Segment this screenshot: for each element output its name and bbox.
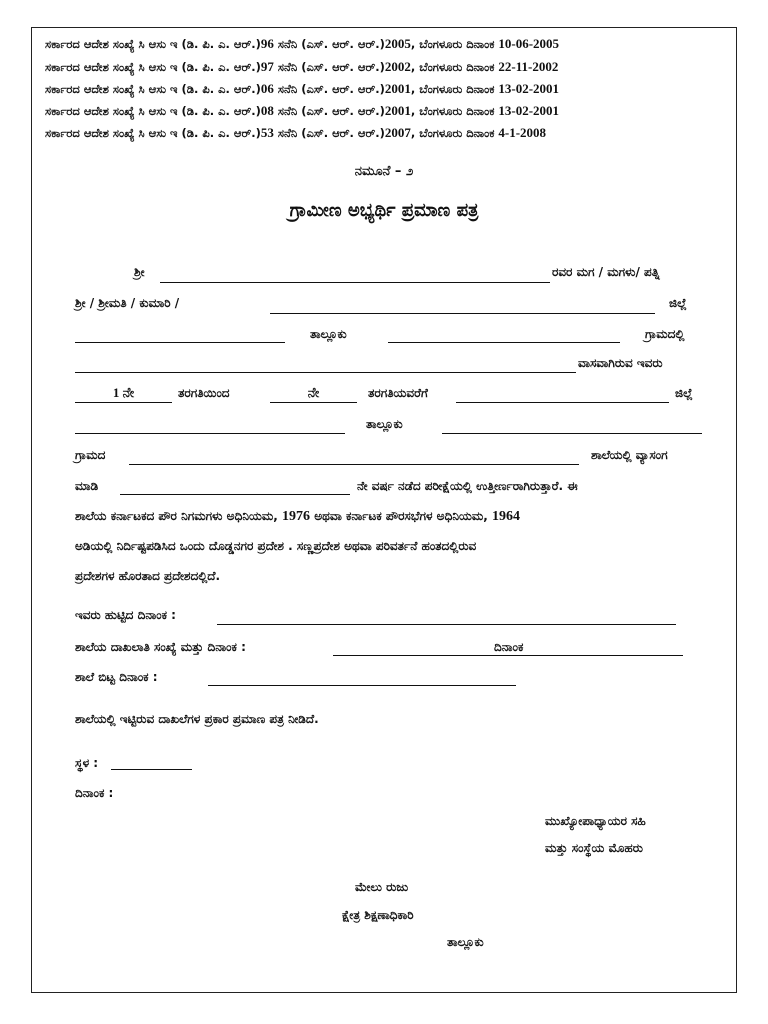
institution-seal: ಮತ್ತು ಸಂಸ್ಥೆಯ ಮೊಹರು xyxy=(545,841,643,855)
residing-label: ವಾಸವಾಗಿರುವ ಇವರು xyxy=(578,356,663,370)
shri-label: ಶ್ರೀ xyxy=(134,265,145,279)
taluk-label: ತಾಲ್ಲೂಕು xyxy=(310,327,347,341)
honorifics-label: ಶ್ರೀ / ಶ್ರೀಮತಿ / ಕುಮಾರಿ / xyxy=(75,296,180,310)
order-date: 13-02-2001 xyxy=(498,103,560,118)
order-place: , ಬೆಂಗಳೂರು ದಿನಾಂಕ xyxy=(410,126,499,140)
leaving-label: ಶಾಲೆ ಬಿಟ್ಟ ದಿನಾಂಕ : xyxy=(75,670,158,684)
order-mid: ಸನೆನಿ (ಎಸ್. ಆರ್. ಆರ್.) xyxy=(273,82,385,96)
dob-label: ಇವರು ಹುಟ್ಟಿದ ದಿನಾಂಕ : xyxy=(75,608,176,622)
leaving-date-field[interactable] xyxy=(208,685,516,686)
order-text: ಸರ್ಕಾರದ ಆದೇಶ ಸಂಖ್ಯೆ ಸಿ ಆಸು ಇ (ಡಿ. ಪಿ. ಎ. ಆರ್.) xyxy=(45,60,261,74)
order-text: ಸರ್ಕಾರದ ಆದೇಶ ಸಂಖ್ಯೆ ಸಿ ಆಸು ಇ (ಡಿ. ಪಿ. ಎ. ಆರ್.) xyxy=(45,104,261,118)
order-number: 96 xyxy=(260,36,274,51)
exam-passed-label: ನೇ ವರ್ಷ ನಡೆದ ಪರೀಕ್ಷೆಯಲ್ಲಿ ಉತ್ತೀರ್ಣರಾಗಿರುತ್ತಾರೆ. ಈ xyxy=(357,479,578,493)
admission-date-label: ದಿನಾಂಕ xyxy=(494,640,524,654)
to-class-field[interactable] xyxy=(270,402,357,403)
school-district-field[interactable] xyxy=(456,402,669,403)
page-title: ಗ್ರಾಮೀಣ ಅಭ್ಯರ್ಥಿ ಪ್ರಮಾಣ ಪತ್ರ xyxy=(289,200,479,221)
para-line-1 xyxy=(75,509,520,525)
order-date: 13-02-2001 xyxy=(498,81,560,96)
village-field[interactable] xyxy=(75,372,576,373)
exam-year-field[interactable] xyxy=(120,494,350,495)
order-mid: ಸನೆನಿ (ಎಸ್. ಆರ್. ಆರ್.) xyxy=(273,37,385,51)
village-in-label: ಗ್ರಾಮದಲ್ಲಿ xyxy=(645,327,685,341)
para-line-3: ಪ್ರದೇಶಗಳ ಹೊರತಾದ ಪ್ರದೇಶದಲ್ಲಿದೆ. xyxy=(75,569,221,583)
district-field[interactable] xyxy=(75,342,285,343)
parent-name-field[interactable] xyxy=(270,313,655,314)
dob-field[interactable] xyxy=(217,624,676,625)
taluk-field[interactable] xyxy=(388,342,620,343)
order-text: ಸರ್ಕಾರದ ಆದೇಶ ಸಂಖ್ಯೆ ಸಿ ಆಸು ಇ (ಡಿ. ಪಿ. ಎ. ಆರ್.) xyxy=(45,82,261,96)
order-line xyxy=(45,103,559,119)
order-date: 10-06-2005 xyxy=(498,36,560,51)
to-class-label: ತರಗತಿಯವರೆಗೆ xyxy=(368,386,428,400)
para-text: ಶಾಲೆಯ ಕರ್ನಾಟಕದ ಪೌರ ನಿಗಮಗಳು ಅಧಿನಿಯಮ, xyxy=(75,509,278,523)
admission-label: ಶಾಲೆಯ ದಾಖಲಾತಿ ಸಂಖ್ಯೆ ಮತ್ತು ದಿನಾಂಕ : xyxy=(75,640,246,654)
headmaster-signature: ಮುಖ್ಯೋಪಾಧ್ಯಾಯರ ಸಹಿ xyxy=(545,814,646,828)
place-label: ಸ್ಥಳ : xyxy=(75,756,99,770)
district-label: ಜಿಲ್ಲೆ xyxy=(669,296,687,310)
order-line xyxy=(45,125,546,141)
order-line xyxy=(45,36,559,52)
order-place: , ಬೆಂಗಳೂರು ದಿನಾಂಕ xyxy=(410,82,499,96)
village-of-label: ಗ್ರಾಮದ xyxy=(75,448,106,462)
taluk-label-2: ತಾಲ್ಲೂಕು xyxy=(366,417,403,431)
issued-statement: ಶಾಲೆಯಲ್ಲಿ ಇಟ್ಟಿರುವ ದಾಖಲೆಗಳ ಪ್ರಕಾರ ಪ್ರಮಾಣ ಪತ್ರ ನೀಡಿದೆ. xyxy=(75,712,319,726)
order-year: 2005 xyxy=(384,36,411,51)
order-year: 2001 xyxy=(384,103,411,118)
order-number: 08 xyxy=(260,103,274,118)
place-field[interactable] xyxy=(111,769,192,770)
order-line xyxy=(45,59,558,75)
order-year: 2002 xyxy=(384,59,411,74)
para-text: ಅಥವಾ ಕರ್ನಾಟಕ ಪೌರಸಭೆಗಳ ಅಧಿನಿಯಮ, xyxy=(314,509,488,523)
from-class-label: ತರಗತಿಯಿಂದ xyxy=(178,386,230,400)
admission-field[interactable] xyxy=(333,655,683,656)
order-number: 06 xyxy=(260,81,274,96)
order-place: , ಬೆಂಗಳೂರು ದಿನಾಂಕ xyxy=(410,37,499,51)
school-taluk-field[interactable] xyxy=(442,433,702,434)
para-line-2: ಅಡಿಯಲ್ಲಿ ನಿರ್ದಿಷ್ಟಪಡಿಸಿದ ಒಂದು ದೊಡ್ಡನಗರ ಪ್ರದೇಶ . ಸಣ್ಣಪ್ರದೇಶ ಅಥವಾ ಪರಿವರ್ತನೆ ಹಂತದಲ್ಲಿರುವ xyxy=(75,539,477,553)
school-district-field-2[interactable] xyxy=(75,433,345,434)
school-name-field[interactable] xyxy=(129,464,579,465)
officer-label: ಕ್ಷೇತ್ರ ಶಿಕ್ಷಣಾಧಿಕಾರಿ xyxy=(342,908,414,922)
order-text: ಸರ್ಕಾರದ ಆದೇಶ ಸಂಖ್ಯೆ ಸಿ ಆಸು ಇ (ಡಿ. ಪಿ. ಎ. ಆರ್.) xyxy=(45,126,261,140)
from-class-value: 1 ನೇ xyxy=(112,385,135,400)
para-year: 1976 xyxy=(282,509,311,524)
order-place: , ಬೆಂಗಳೂರು ದಿನಾಂಕ xyxy=(410,104,499,118)
order-date: 4-1-2008 xyxy=(498,125,547,140)
district-label-2: ಜಿಲ್ಲೆ xyxy=(675,386,693,400)
para-year: 1964 xyxy=(492,509,520,524)
officer-taluk-label: ತಾಲ್ಲೂಕು xyxy=(447,935,484,949)
did-label: ಮಾಡಿ xyxy=(75,479,99,493)
order-line xyxy=(45,81,559,97)
order-year: 2007 xyxy=(384,125,411,140)
order-mid: ಸನೆನಿ (ಎಸ್. ಆರ್. ಆರ್.) xyxy=(273,104,385,118)
order-number: 97 xyxy=(260,59,274,74)
name-field[interactable] xyxy=(160,282,550,283)
from-class-field[interactable] xyxy=(75,402,172,403)
countersign-label: ಮೇಲು ರುಜು xyxy=(355,880,409,894)
order-mid: ಸನೆನಿ (ಎಸ್. ಆರ್. ಆರ್.) xyxy=(273,60,385,74)
to-class-value: ನೇ xyxy=(307,385,320,400)
order-date: 22-11-2002 xyxy=(498,59,559,74)
relation-label: ರವರ ಮಗ / ಮಗಳು/ ಪತ್ನಿ xyxy=(552,265,660,279)
order-year: 2001 xyxy=(384,81,411,96)
studying-label: ಶಾಲೆಯಲ್ಲಿ ವ್ಯಾಸಂಗ xyxy=(591,448,668,462)
order-number: 53 xyxy=(260,125,274,140)
order-mid: ಸನೆನಿ (ಎಸ್. ಆರ್. ಆರ್.) xyxy=(273,126,385,140)
form-number: ನಮೂನೆ – ೨ xyxy=(354,164,414,179)
date-label: ದಿನಾಂಕ : xyxy=(75,786,114,800)
order-text: ಸರ್ಕಾರದ ಆದೇಶ ಸಂಖ್ಯೆ ಸಿ ಆಸು ಇ (ಡಿ. ಪಿ. ಎ. ಆರ್.) xyxy=(45,37,261,51)
order-place: , ಬೆಂಗಳೂರು ದಿನಾಂಕ xyxy=(410,60,499,74)
